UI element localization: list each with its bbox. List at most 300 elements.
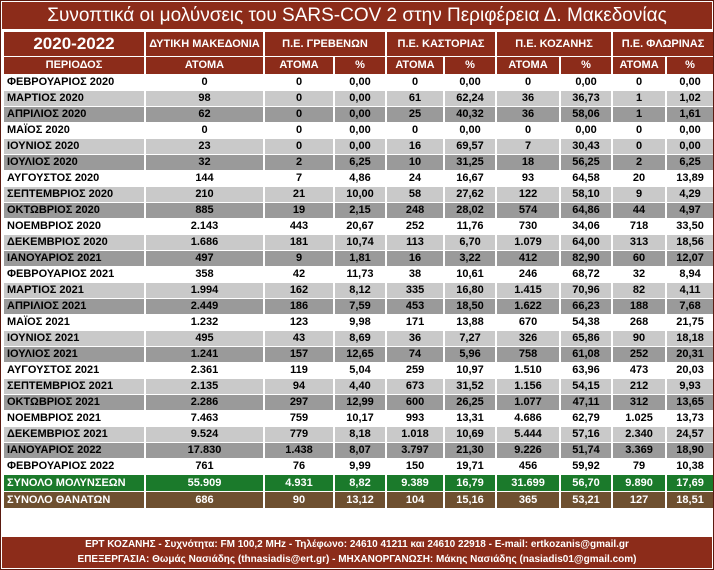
percent-cell: 0,00 [561,123,611,138]
people-cell: 16 [387,251,443,266]
people-cell: 2.286 [146,395,263,410]
people-cell: 119 [265,363,333,378]
period-cell: ΑΥΓΟΥΣΤΟΣ 2021 [4,363,144,378]
percent-cell: 8,94 [667,267,713,282]
people-cell: 0 [265,139,333,154]
percent-cell: 13,65 [667,395,713,410]
people-cell: 76 [265,459,333,474]
period-cell: ΙΟΥΝΙΟΣ 2020 [4,139,144,154]
period-cell: ΜΑΪΟΣ 2020 [4,123,144,138]
percent-column-header: % [561,57,611,74]
people-cell: 186 [265,299,333,314]
people-cell: 718 [613,219,665,234]
percent-cell: 10,61 [445,267,495,282]
table-row [4,235,713,250]
people-cell: 0 [497,75,559,90]
percent-cell: 58,10 [561,187,611,202]
people-cell: 574 [497,203,559,218]
people-cell: 1.510 [497,363,559,378]
percent-cell: 0,00 [335,91,385,106]
percent-cell: 6,25 [335,155,385,170]
year-range-header: 2020-2022 [4,32,144,56]
people-cell: 16 [387,139,443,154]
people-cell: 90 [265,492,333,508]
people-cell: 9.389 [387,475,443,491]
percent-cell: 4,86 [335,171,385,186]
people-cell: 686 [146,492,263,508]
percent-cell: 36,73 [561,91,611,106]
percent-cell: 1,61 [667,107,713,122]
people-cell: 730 [497,219,559,234]
percent-cell: 20,31 [667,347,713,362]
people-cell: 495 [146,331,263,346]
percent-cell: 13,88 [445,315,495,330]
percent-cell: 56,25 [561,155,611,170]
people-cell: 74 [387,347,443,362]
percent-cell: 63,96 [561,363,611,378]
people-cell: 36 [387,331,443,346]
percent-cell: 8,12 [335,283,385,298]
percent-cell: 82,90 [561,251,611,266]
table-row [4,459,713,474]
percent-cell: 30,43 [561,139,611,154]
percent-cell: 6,25 [667,155,713,170]
percent-cell: 34,06 [561,219,611,234]
percent-cell: 1,02 [667,91,713,106]
people-cell: 31.699 [497,475,559,491]
table-row [4,251,713,266]
people-cell: 4.686 [497,411,559,426]
percent-cell: 28,02 [445,203,495,218]
percent-cell: 3,22 [445,251,495,266]
percent-cell: 15,16 [445,492,495,508]
people-cell: 1.156 [497,379,559,394]
percent-cell: 20,67 [335,219,385,234]
percent-cell: 4,97 [667,203,713,218]
people-cell: 761 [146,459,263,474]
table-row [4,123,713,138]
people-cell: 453 [387,299,443,314]
people-cell: 268 [613,315,665,330]
people-cell: 25 [387,107,443,122]
people-cell: 252 [387,219,443,234]
percent-cell: 0,00 [667,123,713,138]
percent-cell: 21,30 [445,443,495,458]
percent-cell: 9,98 [335,315,385,330]
percent-cell: 64,00 [561,235,611,250]
people-cell: 58 [387,187,443,202]
percent-cell: 10,38 [667,459,713,474]
percent-cell: 0,00 [335,75,385,90]
people-cell: 358 [146,267,263,282]
people-cell: 9 [613,187,665,202]
people-cell: 98 [146,91,263,106]
people-cell: 7.463 [146,411,263,426]
people-cell: 17.830 [146,443,263,458]
percent-column-header: % [445,57,495,74]
period-cell: ΟΚΤΩΒΡΙΟΣ 2020 [4,203,144,218]
percent-cell: 64,58 [561,171,611,186]
people-cell: 2.340 [613,427,665,442]
people-cell: 0 [387,123,443,138]
table-row [4,347,713,362]
people-cell: 1.232 [146,315,263,330]
percent-cell: 24,57 [667,427,713,442]
percent-cell: 47,11 [561,395,611,410]
people-cell: 7 [265,171,333,186]
period-cell: ΑΠΡΙΛΙΟΣ 2021 [4,299,144,314]
people-cell: 42 [265,267,333,282]
table-row [4,379,713,394]
percent-cell: 12,07 [667,251,713,266]
people-cell: 993 [387,411,443,426]
people-column-header: ΑΤΟΜΑ [146,57,263,74]
people-cell: 7 [497,139,559,154]
percent-cell: 4,29 [667,187,713,202]
percent-cell: 9,93 [667,379,713,394]
people-cell: 1 [613,107,665,122]
percent-cell: 12,99 [335,395,385,410]
percent-cell: 53,21 [561,492,611,508]
people-cell: 2.135 [146,379,263,394]
people-cell: 9.524 [146,427,263,442]
people-cell: 55.909 [146,475,263,491]
people-cell: 32 [146,155,263,170]
table-row [4,411,713,426]
people-cell: 443 [265,219,333,234]
table-row [4,91,713,106]
people-cell: 61 [387,91,443,106]
table-row [4,363,713,378]
table-row [4,427,713,442]
people-cell: 82 [613,283,665,298]
percent-cell: 4,11 [667,283,713,298]
people-cell: 0 [613,75,665,90]
people-cell: 3.797 [387,443,443,458]
period-cell: ΦΕΒΡΟΥΑΡΙΟΣ 2021 [4,267,144,282]
percent-cell: 62,79 [561,411,611,426]
period-cell: ΜΑΡΤΙΟΣ 2020 [4,91,144,106]
people-cell: 0 [146,123,263,138]
people-cell: 2.361 [146,363,263,378]
people-cell: 20 [613,171,665,186]
percent-cell: 18,90 [667,443,713,458]
percent-cell: 9,99 [335,459,385,474]
people-cell: 210 [146,187,263,202]
percent-cell: 40,32 [445,107,495,122]
table-row [4,315,713,330]
people-cell: 162 [265,283,333,298]
people-cell: 10 [387,155,443,170]
period-cell: ΣΥΝΟΛΟ ΜΟΛΥΝΣΕΩΝ [4,475,144,491]
people-cell: 2.449 [146,299,263,314]
percent-cell: 54,15 [561,379,611,394]
percent-cell: 26,25 [445,395,495,410]
percent-cell: 0,00 [445,75,495,90]
percent-cell: 31,52 [445,379,495,394]
people-cell: 122 [497,187,559,202]
people-cell: 412 [497,251,559,266]
people-cell: 0 [265,107,333,122]
percent-cell: 8,07 [335,443,385,458]
people-cell: 497 [146,251,263,266]
percent-cell: 70,96 [561,283,611,298]
percent-cell: 8,18 [335,427,385,442]
people-cell: 335 [387,283,443,298]
region-header-grevena: Π.Ε. ΓΡΕΒΕΝΩΝ [265,32,385,56]
percent-cell: 13,89 [667,171,713,186]
percent-cell: 11,76 [445,219,495,234]
percent-cell: 13,12 [335,492,385,508]
table-row [4,75,713,90]
table-row [4,443,713,458]
percent-cell: 13,73 [667,411,713,426]
infections-table [2,31,714,509]
percent-cell: 16,79 [445,475,495,491]
table-row [4,139,713,154]
people-cell: 150 [387,459,443,474]
percent-cell: 0,00 [335,139,385,154]
period-cell: ΝΟΕΜΒΡΙΟΣ 2020 [4,219,144,234]
people-cell: 2 [613,155,665,170]
percent-cell: 18,50 [445,299,495,314]
percent-cell: 17,69 [667,475,713,491]
people-cell: 759 [265,411,333,426]
percent-cell: 7,68 [667,299,713,314]
people-cell: 670 [497,315,559,330]
percent-cell: 16,80 [445,283,495,298]
percent-cell: 7,59 [335,299,385,314]
percent-cell: 62,24 [445,91,495,106]
people-cell: 181 [265,235,333,250]
people-cell: 62 [146,107,263,122]
footer-credits-line: ΕΠΕΞΕΡΓΑΣΙΑ: Θωμάς Νασιάδης (thnasiadis@ert.gr) - ΜΗΧΑΝΟΡΓΑΝΩΣΗ: Μάκης Νασιάδης (nasiadis01@gmail.com) [77,554,637,565]
table-row [4,171,713,186]
percent-cell: 56,70 [561,475,611,491]
people-cell: 79 [613,459,665,474]
people-cell: 248 [387,203,443,218]
period-cell: ΙΟΥΝΙΟΣ 2021 [4,331,144,346]
people-cell: 0 [265,75,333,90]
people-cell: 365 [497,492,559,508]
period-cell: ΔΕΚΕΜΒΡΙΟΣ 2020 [4,235,144,250]
footer [2,537,712,568]
percent-cell: 5,96 [445,347,495,362]
people-cell: 456 [497,459,559,474]
percent-cell: 10,97 [445,363,495,378]
percent-cell: 66,23 [561,299,611,314]
percent-cell: 18,51 [667,492,713,508]
people-cell: 252 [613,347,665,362]
people-cell: 32 [613,267,665,282]
percent-cell: 51,74 [561,443,611,458]
period-cell: ΙΟΥΛΙΟΣ 2021 [4,347,144,362]
table-row [4,267,713,282]
people-cell: 23 [146,139,263,154]
people-cell: 297 [265,395,333,410]
people-cell: 9 [265,251,333,266]
percent-cell: 61,08 [561,347,611,362]
people-cell: 9.890 [613,475,665,491]
period-cell: ΙΟΥΛΙΟΣ 2020 [4,155,144,170]
period-cell: ΣΥΝΟΛΟ ΘΑΝΑΤΩΝ [4,492,144,508]
percent-cell: 31,25 [445,155,495,170]
people-cell: 312 [613,395,665,410]
table-row [4,331,713,346]
people-cell: 0 [146,75,263,90]
people-cell: 0 [265,91,333,106]
people-column-header: ΑΤΟΜΑ [497,57,559,74]
percent-cell: 10,00 [335,187,385,202]
percent-cell: 10,74 [335,235,385,250]
page-title: Συνοπτικά οι μολύνσεις του SARS-COV 2 στην Περιφέρεια Δ. Μακεδονίας [2,2,712,29]
people-cell: 0 [613,123,665,138]
percent-cell: 0,00 [561,75,611,90]
percent-cell: 64,86 [561,203,611,218]
people-cell: 1.622 [497,299,559,314]
percent-cell: 8,82 [335,475,385,491]
people-cell: 259 [387,363,443,378]
people-cell: 1.018 [387,427,443,442]
people-cell: 113 [387,235,443,250]
footer-contact-line: ΕΡΤ ΚΟΖΑΝΗΣ - Συχνότητα: FM 100,2 MHz - Τηλέφωνο: 24610 41211 και 24610 22918 - E-mail: ertkozanis@gmail.gr [85,539,629,550]
percent-cell: 57,16 [561,427,611,442]
period-cell: ΑΠΡΙΛΙΟΣ 2020 [4,107,144,122]
people-cell: 1 [613,91,665,106]
percent-cell: 59,92 [561,459,611,474]
people-cell: 144 [146,171,263,186]
table-row [4,107,713,122]
period-cell: ΣΕΠΤΕΜΒΡΙΟΣ 2021 [4,379,144,394]
people-cell: 36 [497,91,559,106]
table-body [4,75,713,508]
table-row [4,155,713,170]
people-cell: 326 [497,331,559,346]
people-column-header: ΑΤΟΜΑ [387,57,443,74]
table-row [4,299,713,314]
period-cell: ΦΕΒΡΟΥΑΡΙΟΣ 2022 [4,459,144,474]
period-cell: ΑΥΓΟΥΣΤΟΣ 2020 [4,171,144,186]
people-cell: 24 [387,171,443,186]
period-cell: ΟΚΤΩΒΡΙΟΣ 2021 [4,395,144,410]
percent-cell: 69,57 [445,139,495,154]
percent-cell: 0,00 [335,107,385,122]
people-cell: 171 [387,315,443,330]
percent-cell: 58,06 [561,107,611,122]
people-cell: 38 [387,267,443,282]
region-header-dytiki-makedonia: ΔΥΤΙΚΗ ΜΑΚΕΔΟΝΙΑ [146,32,263,56]
period-cell: ΙΑΝΟΥΑΡΙΟΣ 2021 [4,251,144,266]
total-infections-row [4,475,713,491]
people-cell: 885 [146,203,263,218]
percent-cell: 5,04 [335,363,385,378]
table-row [4,187,713,202]
people-cell: 44 [613,203,665,218]
period-cell: ΔΕΚΕΜΒΡΙΟΣ 2021 [4,427,144,442]
people-cell: 4.931 [265,475,333,491]
people-cell: 1.415 [497,283,559,298]
people-cell: 21 [265,187,333,202]
period-cell: ΣΕΠΤΕΜΒΡΙΟΣ 2020 [4,187,144,202]
people-cell: 1.438 [265,443,333,458]
percent-cell: 18,18 [667,331,713,346]
percent-cell: 2,15 [335,203,385,218]
people-cell: 673 [387,379,443,394]
people-cell: 1.241 [146,347,263,362]
percent-cell: 20,03 [667,363,713,378]
percent-cell: 10,69 [445,427,495,442]
people-cell: 93 [497,171,559,186]
people-cell: 157 [265,347,333,362]
people-cell: 94 [265,379,333,394]
percent-cell: 68,72 [561,267,611,282]
region-header-kozani: Π.Ε. ΚΟΖΑΝΗΣ [497,32,611,56]
people-cell: 36 [497,107,559,122]
percent-cell: 0,00 [445,123,495,138]
percent-cell: 0,00 [667,75,713,90]
people-cell: 19 [265,203,333,218]
people-cell: 246 [497,267,559,282]
percent-column-header: % [335,57,385,74]
people-column-header: ΑΤΟΜΑ [265,57,333,74]
percent-cell: 33,50 [667,219,713,234]
percent-cell: 16,67 [445,171,495,186]
people-cell: 0 [497,123,559,138]
people-cell: 123 [265,315,333,330]
percent-cell: 4,40 [335,379,385,394]
period-cell: ΙΑΝΟΥΑΡΙΟΣ 2022 [4,443,144,458]
people-cell: 779 [265,427,333,442]
people-cell: 1.025 [613,411,665,426]
percent-cell: 11,73 [335,267,385,282]
period-column-header: ΠΕΡΙΟΔΟΣ [4,57,144,74]
percent-cell: 7,27 [445,331,495,346]
total-deaths-row [4,492,713,508]
people-cell: 212 [613,379,665,394]
people-cell: 1.079 [497,235,559,250]
period-cell: ΝΟΕΜΒΡΙΟΣ 2021 [4,411,144,426]
table-row [4,395,713,410]
people-cell: 127 [613,492,665,508]
percent-cell: 54,38 [561,315,611,330]
people-cell: 5.444 [497,427,559,442]
people-cell: 188 [613,299,665,314]
people-cell: 473 [613,363,665,378]
people-cell: 600 [387,395,443,410]
people-cell: 1.077 [497,395,559,410]
people-cell: 0 [265,123,333,138]
people-column-header: ΑΤΟΜΑ [613,57,665,74]
percent-cell: 0,00 [335,123,385,138]
percent-cell: 6,70 [445,235,495,250]
percent-cell: 0,00 [667,139,713,154]
people-cell: 2 [265,155,333,170]
people-cell: 18 [497,155,559,170]
table-row [4,283,713,298]
percent-cell: 8,69 [335,331,385,346]
period-cell: ΦΕΒΡΟΥΑΡΙΟΣ 2020 [4,75,144,90]
percent-cell: 19,71 [445,459,495,474]
percent-cell: 18,56 [667,235,713,250]
percent-column-header: % [667,57,713,74]
percent-cell: 65,86 [561,331,611,346]
period-cell: ΜΑΪΟΣ 2021 [4,315,144,330]
percent-cell: 1,81 [335,251,385,266]
people-cell: 43 [265,331,333,346]
people-cell: 0 [613,139,665,154]
people-cell: 104 [387,492,443,508]
people-cell: 60 [613,251,665,266]
